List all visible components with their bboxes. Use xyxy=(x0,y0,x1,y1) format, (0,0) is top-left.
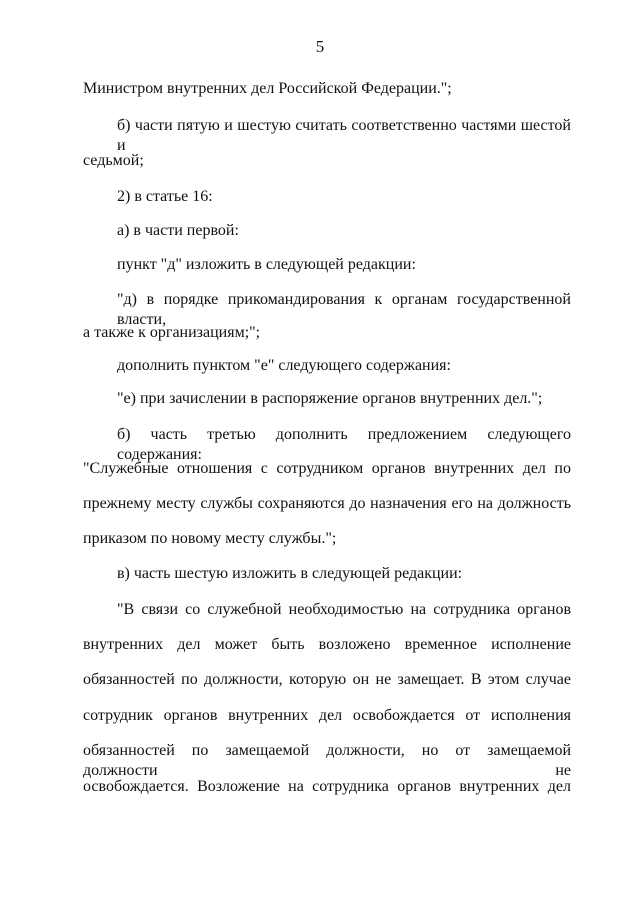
text-line: пункт "д" изложить в следующей редакции: xyxy=(117,256,416,273)
text-line: седьмой; xyxy=(83,152,144,169)
text-line: 2) в статье 16: xyxy=(117,188,213,205)
text-line: "д) в порядке прикомандирования к органам государственной власти, xyxy=(117,291,571,328)
text-line: освобождается. Возложение на сотрудника органов внутренних дел xyxy=(83,778,571,795)
text-line: обязанностей по должности, которую он не замещает. В этом случае xyxy=(83,671,571,688)
text-line: а также к организациям;"; xyxy=(83,324,261,341)
text-line: сотрудник органов внутренних дел освобождается от исполнения xyxy=(83,707,571,724)
text-line: дополнить пунктом "е" следующего содержания: xyxy=(117,357,451,374)
text-line: "е) при зачислении в распоряжение органов внутренних дел."; xyxy=(117,390,543,407)
text-line: "В связи со служебной необходимостью на сотрудника органов xyxy=(117,601,571,618)
text-line: Министром внутренних дел Российской Федерации."; xyxy=(83,80,452,97)
text-line: обязанностей по замещаемой должности, но от замещаемой должности не xyxy=(83,742,571,779)
text-line: б) часть третью дополнить предложением следующего содержания: xyxy=(117,426,571,463)
text-line: в) часть шестую изложить в следующей редакции: xyxy=(117,565,463,582)
text-line: б) части пятую и шестую считать соответственно частями шестой и xyxy=(117,117,571,154)
text-line: приказом по новому месту службы."; xyxy=(83,530,337,547)
text-line: "Служебные отношения с сотрудником органов внутренних дел по xyxy=(83,460,571,477)
text-line: прежнему месту службы сохраняются до назначения его на должность xyxy=(83,495,571,512)
text-line: а) в части первой: xyxy=(117,222,239,239)
page-number: 5 xyxy=(315,37,325,56)
text-line: внутренних дел может быть возложено временное исполнение xyxy=(83,636,571,653)
